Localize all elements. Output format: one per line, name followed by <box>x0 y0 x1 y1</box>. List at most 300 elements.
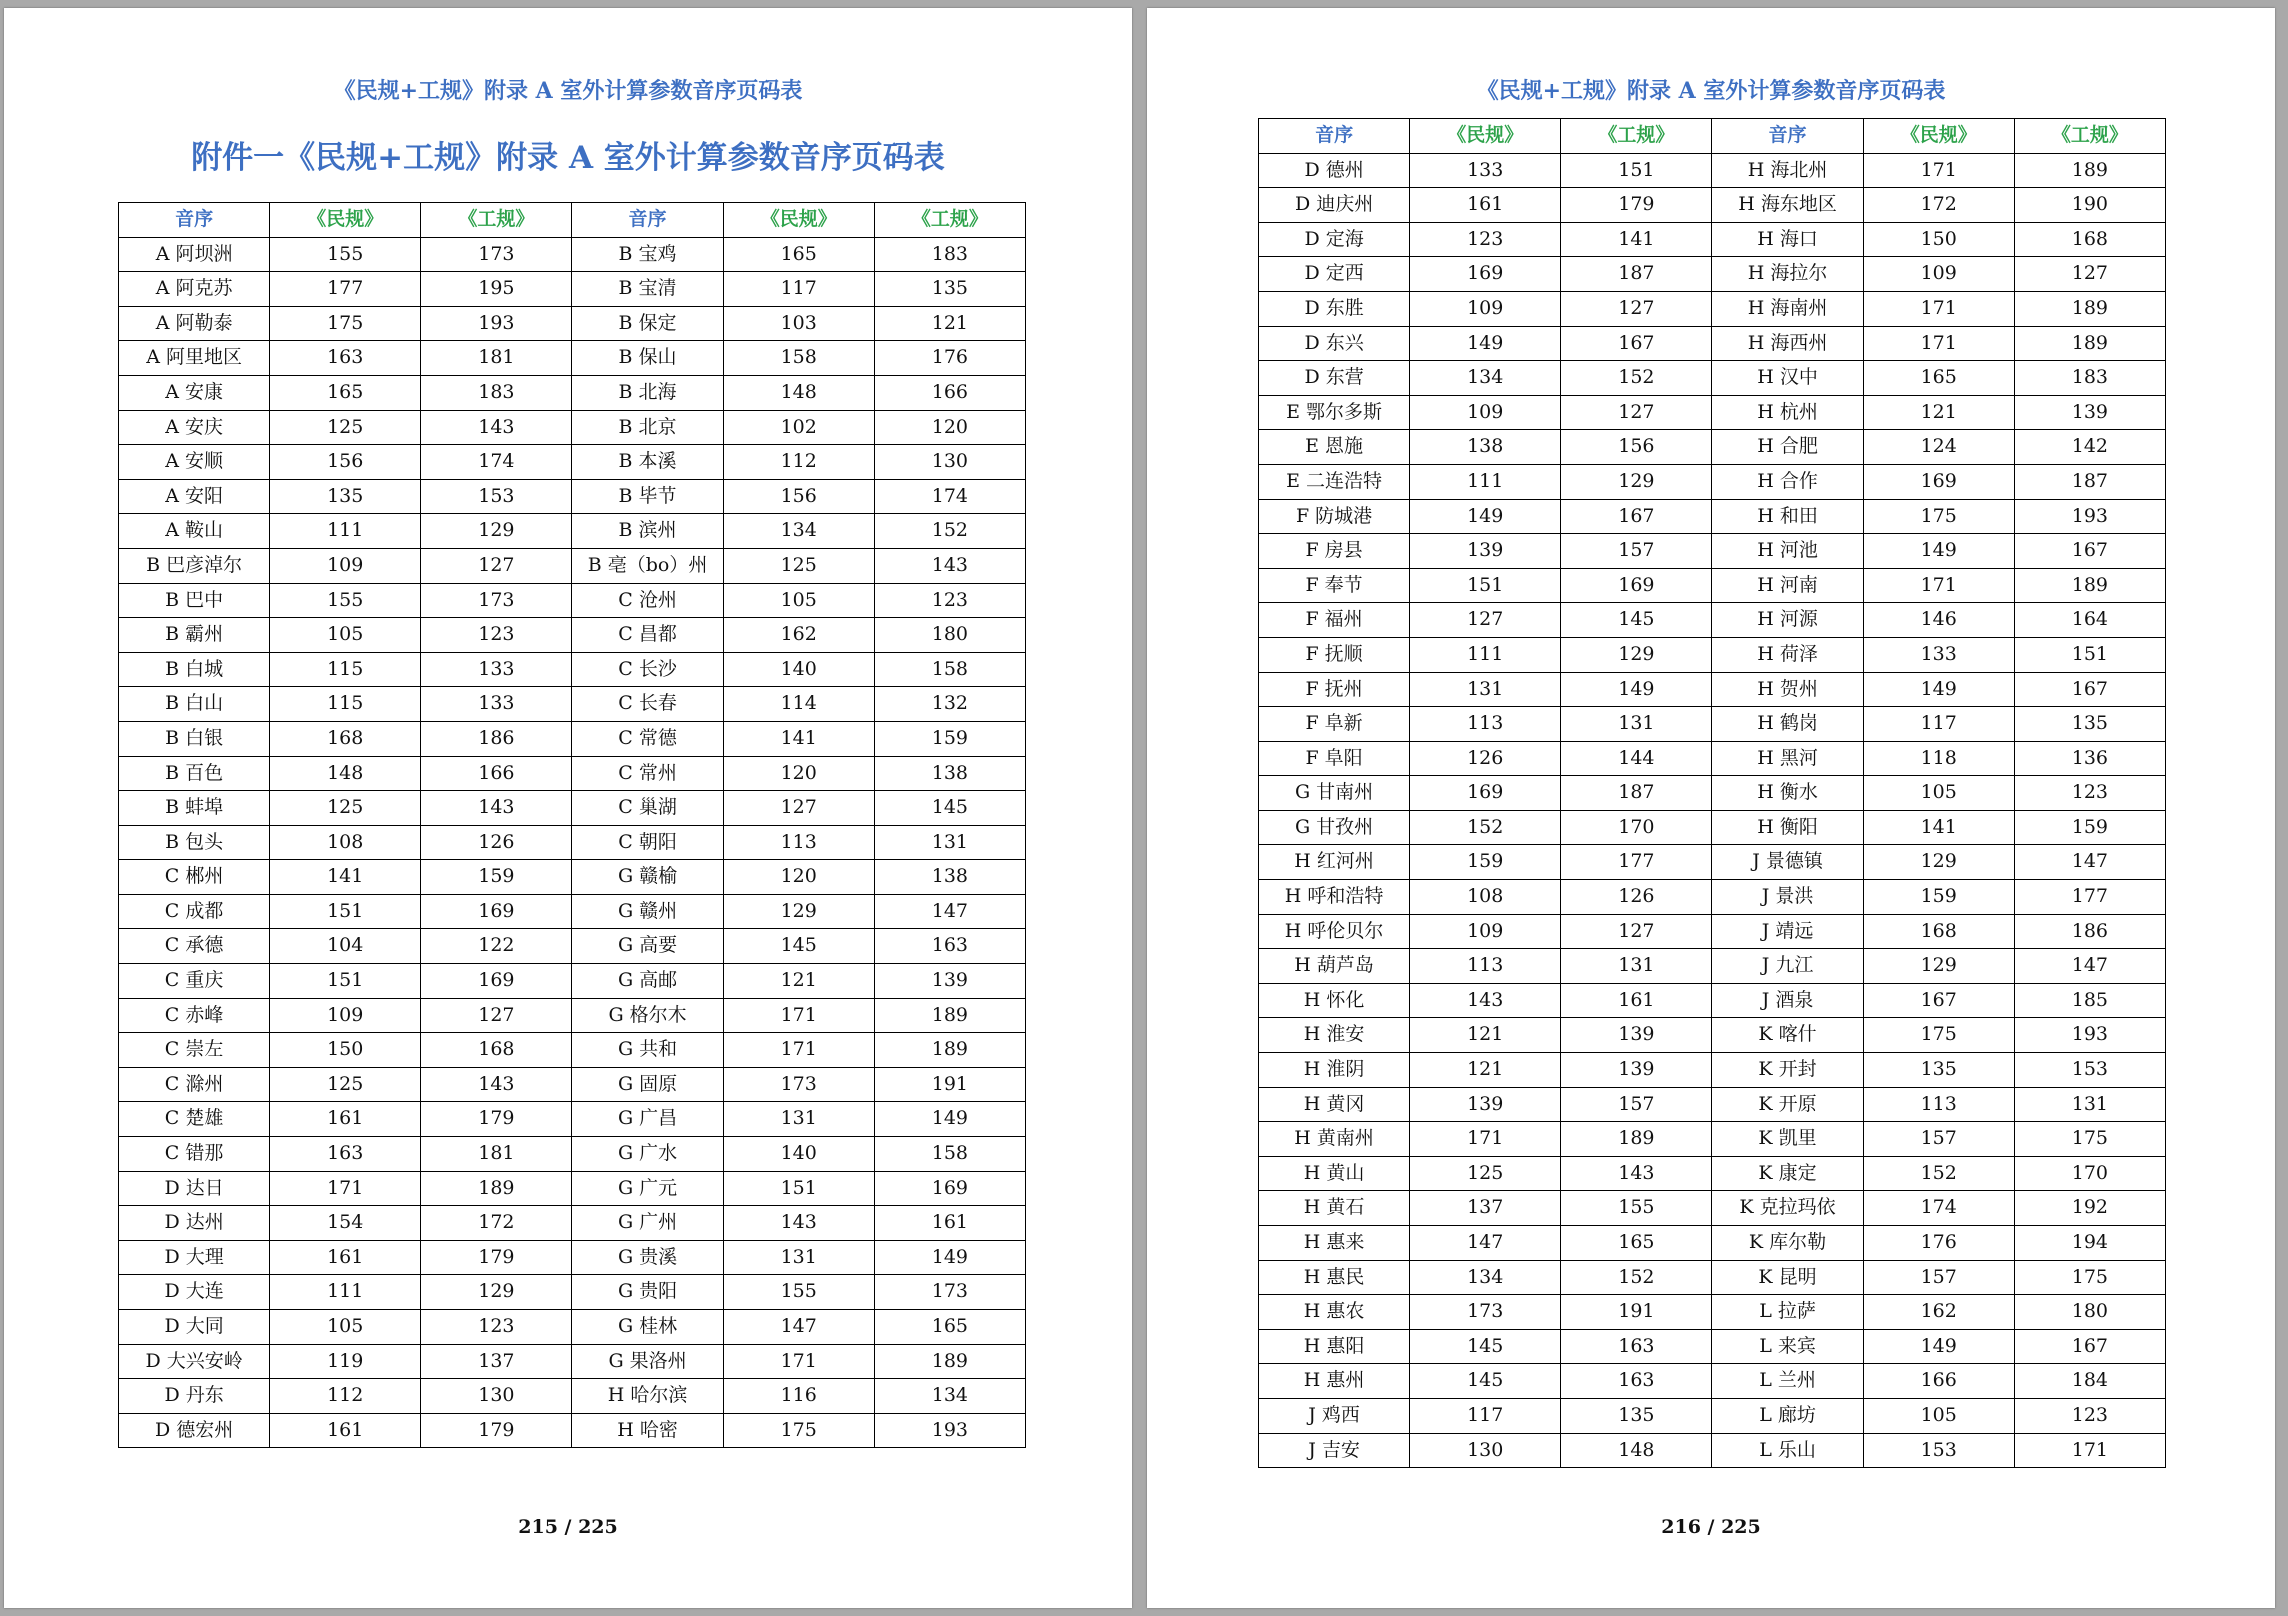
cell-gonggui-page: 165 <box>1561 1226 1712 1261</box>
cell-city: H 葫芦岛 <box>1259 949 1410 984</box>
cell-minggui-page: 155 <box>723 1275 874 1310</box>
cell-minggui-page: 139 <box>1410 1087 1561 1122</box>
table-row <box>119 479 1026 514</box>
cell-gonggui-page: 180 <box>2014 1295 2165 1330</box>
cell-gonggui-page: 175 <box>2014 1122 2165 1157</box>
cell-city: A 安阳 <box>119 479 270 514</box>
cell-city: H 衡阳 <box>1712 810 1863 845</box>
table-row <box>119 1067 1026 1102</box>
table-row <box>119 583 1026 618</box>
cell-city: F 抚顺 <box>1259 637 1410 672</box>
table-row <box>1259 568 2166 603</box>
table-row <box>119 341 1026 376</box>
cell-minggui-page: 156 <box>723 479 874 514</box>
table-row <box>119 791 1026 826</box>
cell-gonggui-page: 159 <box>2014 810 2165 845</box>
cell-gonggui-page: 149 <box>874 1102 1025 1137</box>
cell-gonggui-page: 174 <box>421 445 572 480</box>
cell-city: H 怀化 <box>1259 983 1410 1018</box>
cell-gonggui-page: 157 <box>1561 1087 1712 1122</box>
table-row <box>119 894 1026 929</box>
cell-city: B 百色 <box>119 756 270 791</box>
cell-minggui-page: 119 <box>270 1344 421 1379</box>
cell-gonggui-page: 187 <box>1561 257 1712 292</box>
cell-city: B 宝清 <box>572 272 723 307</box>
cell-minggui-page: 165 <box>1863 361 2014 396</box>
table-row <box>1259 1398 2166 1433</box>
cell-gonggui-page: 131 <box>2014 1087 2165 1122</box>
cell-city: H 呼和浩特 <box>1259 880 1410 915</box>
cell-minggui-page: 133 <box>1410 153 1561 188</box>
cell-minggui-page: 121 <box>1410 1053 1561 1088</box>
cell-minggui-page: 129 <box>1863 845 2014 880</box>
cell-gonggui-page: 127 <box>421 548 572 583</box>
table-row <box>119 756 1026 791</box>
cell-gonggui-page: 189 <box>2014 291 2165 326</box>
index-table-left <box>118 202 1026 1448</box>
table-row <box>1259 1226 2166 1261</box>
cell-gonggui-page: 193 <box>2014 1018 2165 1053</box>
document-page-215 <box>4 8 1132 1608</box>
cell-minggui-page: 112 <box>270 1379 421 1414</box>
cell-gonggui-page: 132 <box>874 687 1025 722</box>
cell-minggui-page: 109 <box>1410 914 1561 949</box>
cell-city: C 重庆 <box>119 964 270 999</box>
cell-minggui-page: 176 <box>1863 1226 2014 1261</box>
cell-city: K 昆明 <box>1712 1260 1863 1295</box>
col-header-gonggui: 《工规》 <box>1561 119 1712 154</box>
cell-gonggui-page: 143 <box>421 791 572 826</box>
cell-city: F 房县 <box>1259 534 1410 569</box>
table-row <box>1259 1329 2166 1364</box>
table-row <box>1259 603 2166 638</box>
cell-gonggui-page: 137 <box>421 1344 572 1379</box>
table-row <box>1259 153 2166 188</box>
cell-city: K 库尔勒 <box>1712 1226 1863 1261</box>
cell-gonggui-page: 157 <box>1561 534 1712 569</box>
cell-minggui-page: 103 <box>723 306 874 341</box>
cell-city: E 鄂尔多斯 <box>1259 395 1410 430</box>
table-row <box>1259 1053 2166 1088</box>
cell-gonggui-page: 189 <box>421 1171 572 1206</box>
cell-gonggui-page: 131 <box>1561 707 1712 742</box>
cell-minggui-page: 141 <box>1863 810 2014 845</box>
cell-minggui-page: 155 <box>270 583 421 618</box>
cell-city: B 保定 <box>572 306 723 341</box>
cell-gonggui-page: 152 <box>1561 361 1712 396</box>
cell-city: K 喀什 <box>1712 1018 1863 1053</box>
cell-minggui-page: 108 <box>1410 880 1561 915</box>
cell-city: J 酒泉 <box>1712 983 1863 1018</box>
cell-gonggui-page: 135 <box>1561 1398 1712 1433</box>
cell-minggui-page: 173 <box>723 1067 874 1102</box>
cell-city: E 恩施 <box>1259 430 1410 465</box>
cell-city: H 和田 <box>1712 499 1863 534</box>
cell-gonggui-page: 152 <box>874 514 1025 549</box>
cell-gonggui-page: 193 <box>421 306 572 341</box>
cell-minggui-page: 105 <box>1863 776 2014 811</box>
cell-minggui-page: 140 <box>723 652 874 687</box>
cell-minggui-page: 133 <box>1863 637 2014 672</box>
cell-minggui-page: 175 <box>723 1413 874 1448</box>
cell-minggui-page: 162 <box>723 618 874 653</box>
table-row <box>1259 983 2166 1018</box>
cell-gonggui-page: 187 <box>1561 776 1712 811</box>
cell-minggui-page: 171 <box>723 1344 874 1379</box>
cell-city: B 霸州 <box>119 618 270 653</box>
table-row <box>119 237 1026 272</box>
cell-gonggui-page: 123 <box>874 583 1025 618</box>
table-row <box>119 410 1026 445</box>
cell-minggui-page: 134 <box>1410 361 1561 396</box>
cell-gonggui-page: 167 <box>2014 672 2165 707</box>
col-header-index: 音序 <box>1259 119 1410 154</box>
cell-gonggui-page: 183 <box>421 375 572 410</box>
cell-city: H 合作 <box>1712 464 1863 499</box>
cell-minggui-page: 112 <box>723 445 874 480</box>
cell-gonggui-page: 151 <box>2014 637 2165 672</box>
cell-city: C 赤峰 <box>119 998 270 1033</box>
table-row <box>1259 395 2166 430</box>
cell-minggui-page: 165 <box>270 375 421 410</box>
cell-city: B 毕节 <box>572 479 723 514</box>
cell-minggui-page: 127 <box>723 791 874 826</box>
cell-city: G 广州 <box>572 1206 723 1241</box>
cell-minggui-page: 102 <box>723 410 874 445</box>
table-row <box>1259 845 2166 880</box>
cell-city: D 大兴安岭 <box>119 1344 270 1379</box>
table-row <box>1259 326 2166 361</box>
cell-city: D 德宏州 <box>119 1413 270 1448</box>
cell-city: C 滁州 <box>119 1067 270 1102</box>
cell-gonggui-page: 166 <box>421 756 572 791</box>
cell-gonggui-page: 123 <box>2014 1398 2165 1433</box>
cell-minggui-page: 139 <box>1410 534 1561 569</box>
cell-city: H 惠州 <box>1259 1364 1410 1399</box>
cell-gonggui-page: 189 <box>2014 568 2165 603</box>
cell-gonggui-page: 176 <box>874 341 1025 376</box>
cell-gonggui-page: 177 <box>2014 880 2165 915</box>
cell-minggui-page: 145 <box>1410 1329 1561 1364</box>
cell-minggui-page: 111 <box>1410 637 1561 672</box>
cell-gonggui-page: 190 <box>2014 188 2165 223</box>
cell-city: C 长春 <box>572 687 723 722</box>
cell-gonggui-page: 138 <box>874 756 1025 791</box>
cell-city: B 白山 <box>119 687 270 722</box>
cell-city: C 崇左 <box>119 1033 270 1068</box>
cell-city: H 鹤岗 <box>1712 707 1863 742</box>
cell-city: B 蚌埠 <box>119 791 270 826</box>
cell-gonggui-page: 163 <box>1561 1329 1712 1364</box>
cell-city: C 巢湖 <box>572 791 723 826</box>
cell-city: G 甘南州 <box>1259 776 1410 811</box>
cell-city: H 惠来 <box>1259 1226 1410 1261</box>
cell-minggui-page: 168 <box>1863 914 2014 949</box>
table-row <box>1259 1295 2166 1330</box>
cell-minggui-page: 115 <box>270 687 421 722</box>
cell-gonggui-page: 147 <box>2014 845 2165 880</box>
cell-gonggui-page: 143 <box>874 548 1025 583</box>
cell-city: H 黄南州 <box>1259 1122 1410 1157</box>
cell-city: F 抚州 <box>1259 672 1410 707</box>
cell-city: F 阜新 <box>1259 707 1410 742</box>
cell-minggui-page: 171 <box>1863 291 2014 326</box>
cell-minggui-page: 169 <box>1863 464 2014 499</box>
cell-minggui-page: 137 <box>1410 1191 1561 1226</box>
cell-gonggui-page: 152 <box>1561 1260 1712 1295</box>
cell-city: J 靖远 <box>1712 914 1863 949</box>
cell-minggui-page: 120 <box>723 756 874 791</box>
cell-city: A 安康 <box>119 375 270 410</box>
cell-city: H 哈尔滨 <box>572 1379 723 1414</box>
col-header-index: 音序 <box>1712 119 1863 154</box>
cell-gonggui-page: 142 <box>2014 430 2165 465</box>
cell-gonggui-page: 168 <box>421 1033 572 1068</box>
cell-city: C 长沙 <box>572 652 723 687</box>
cell-gonggui-page: 189 <box>2014 153 2165 188</box>
cell-gonggui-page: 169 <box>1561 568 1712 603</box>
cell-gonggui-page: 170 <box>2014 1156 2165 1191</box>
cell-minggui-page: 145 <box>1410 1364 1561 1399</box>
cell-minggui-page: 109 <box>270 998 421 1033</box>
cell-gonggui-page: 143 <box>1561 1156 1712 1191</box>
cell-city: D 大连 <box>119 1275 270 1310</box>
cell-city: H 荷泽 <box>1712 637 1863 672</box>
table-row <box>119 1137 1026 1172</box>
table-row <box>119 375 1026 410</box>
cell-minggui-page: 163 <box>270 341 421 376</box>
cell-gonggui-page: 149 <box>874 1240 1025 1275</box>
cell-gonggui-page: 127 <box>2014 257 2165 292</box>
cell-minggui-page: 167 <box>1863 983 2014 1018</box>
col-header-gonggui: 《工规》 <box>874 203 1025 238</box>
cell-city: G 共和 <box>572 1033 723 1068</box>
cell-city: G 格尔木 <box>572 998 723 1033</box>
cell-minggui-page: 121 <box>1863 395 2014 430</box>
cell-minggui-page: 121 <box>1410 1018 1561 1053</box>
cell-gonggui-page: 185 <box>2014 983 2165 1018</box>
cell-gonggui-page: 173 <box>421 583 572 618</box>
cell-minggui-page: 151 <box>723 1171 874 1206</box>
cell-gonggui-page: 139 <box>2014 395 2165 430</box>
cell-minggui-page: 171 <box>1863 568 2014 603</box>
cell-gonggui-page: 189 <box>874 998 1025 1033</box>
cell-city: D 大同 <box>119 1310 270 1345</box>
table-row <box>119 1206 1026 1241</box>
cell-city: F 阜阳 <box>1259 741 1410 776</box>
table-header-row <box>119 203 1026 238</box>
cell-gonggui-page: 143 <box>421 1067 572 1102</box>
table-row <box>1259 464 2166 499</box>
cell-city: D 东兴 <box>1259 326 1410 361</box>
cell-city: B 亳（bo）州 <box>572 548 723 583</box>
cell-city: H 呼伦贝尔 <box>1259 914 1410 949</box>
table-row <box>1259 1433 2166 1468</box>
cell-minggui-page: 162 <box>1863 1295 2014 1330</box>
cell-city: H 黑河 <box>1712 741 1863 776</box>
page-header-title: 《民规+工规》附录 A 室外计算参数音序页码表 <box>333 78 803 104</box>
table-row <box>1259 188 2166 223</box>
cell-minggui-page: 149 <box>1863 1329 2014 1364</box>
cell-gonggui-page: 179 <box>421 1102 572 1137</box>
cell-gonggui-page: 191 <box>874 1067 1025 1102</box>
table-row <box>119 1275 1026 1310</box>
cell-gonggui-page: 173 <box>874 1275 1025 1310</box>
cell-minggui-page: 151 <box>270 894 421 929</box>
cell-minggui-page: 171 <box>270 1171 421 1206</box>
cell-gonggui-page: 164 <box>2014 603 2165 638</box>
cell-gonggui-page: 184 <box>2014 1364 2165 1399</box>
table-row <box>1259 291 2166 326</box>
cell-minggui-page: 166 <box>1863 1364 2014 1399</box>
cell-minggui-page: 157 <box>1863 1122 2014 1157</box>
cell-minggui-page: 105 <box>1863 1398 2014 1433</box>
page-number: 215 / 225 <box>518 1516 618 1538</box>
col-header-minggui: 《民规》 <box>723 203 874 238</box>
col-header-minggui: 《民规》 <box>270 203 421 238</box>
cell-minggui-page: 152 <box>1410 810 1561 845</box>
cell-minggui-page: 138 <box>1410 430 1561 465</box>
cell-gonggui-page: 170 <box>1561 810 1712 845</box>
table-row <box>1259 222 2166 257</box>
cell-minggui-page: 111 <box>1410 464 1561 499</box>
cell-minggui-page: 108 <box>270 825 421 860</box>
col-header-index: 音序 <box>572 203 723 238</box>
cell-city: L 拉萨 <box>1712 1295 1863 1330</box>
table-row <box>119 514 1026 549</box>
cell-minggui-page: 125 <box>270 791 421 826</box>
cell-city: K 开原 <box>1712 1087 1863 1122</box>
cell-minggui-page: 105 <box>723 583 874 618</box>
cell-city: C 郴州 <box>119 860 270 895</box>
cell-gonggui-page: 175 <box>2014 1260 2165 1295</box>
cell-minggui-page: 123 <box>1410 222 1561 257</box>
cell-city: H 惠阳 <box>1259 1329 1410 1364</box>
cell-minggui-page: 153 <box>1863 1433 2014 1468</box>
cell-gonggui-page: 139 <box>874 964 1025 999</box>
page-number: 216 / 225 <box>1661 1516 1761 1538</box>
cell-minggui-page: 134 <box>1410 1260 1561 1295</box>
cell-city: A 安庆 <box>119 410 270 445</box>
cell-gonggui-page: 149 <box>1561 672 1712 707</box>
cell-minggui-page: 157 <box>1863 1260 2014 1295</box>
cell-gonggui-page: 127 <box>421 998 572 1033</box>
cell-city: G 赣州 <box>572 894 723 929</box>
cell-gonggui-page: 139 <box>1561 1053 1712 1088</box>
cell-gonggui-page: 148 <box>1561 1433 1712 1468</box>
cell-gonggui-page: 139 <box>1561 1018 1712 1053</box>
cell-city: D 达日 <box>119 1171 270 1206</box>
cell-city: H 淮安 <box>1259 1018 1410 1053</box>
cell-city: H 河池 <box>1712 534 1863 569</box>
cell-city: H 贺州 <box>1712 672 1863 707</box>
cell-minggui-page: 109 <box>1410 291 1561 326</box>
cell-minggui-page: 175 <box>1863 499 2014 534</box>
cell-minggui-page: 135 <box>270 479 421 514</box>
table-row <box>119 860 1026 895</box>
cell-gonggui-page: 159 <box>874 721 1025 756</box>
cell-minggui-page: 125 <box>270 410 421 445</box>
cell-minggui-page: 117 <box>1863 707 2014 742</box>
cell-city: D 丹东 <box>119 1379 270 1414</box>
cell-minggui-page: 130 <box>1410 1433 1561 1468</box>
cell-city: L 兰州 <box>1712 1364 1863 1399</box>
table-row <box>1259 914 2166 949</box>
cell-gonggui-page: 158 <box>874 652 1025 687</box>
cell-gonggui-page: 194 <box>2014 1226 2165 1261</box>
table-row <box>119 1171 1026 1206</box>
cell-gonggui-page: 147 <box>874 894 1025 929</box>
cell-city: D 东胜 <box>1259 291 1410 326</box>
cell-minggui-page: 117 <box>723 272 874 307</box>
table-row <box>119 652 1026 687</box>
cell-minggui-page: 161 <box>270 1240 421 1275</box>
cell-minggui-page: 147 <box>723 1310 874 1345</box>
cell-gonggui-page: 126 <box>421 825 572 860</box>
cell-city: A 阿勒泰 <box>119 306 270 341</box>
cell-minggui-page: 104 <box>270 929 421 964</box>
cell-city: H 合肥 <box>1712 430 1863 465</box>
cell-minggui-page: 165 <box>723 237 874 272</box>
cell-minggui-page: 150 <box>1863 222 2014 257</box>
cell-minggui-page: 116 <box>723 1379 874 1414</box>
cell-minggui-page: 163 <box>270 1137 421 1172</box>
cell-minggui-page: 134 <box>723 514 874 549</box>
cell-gonggui-page: 141 <box>1561 222 1712 257</box>
cell-city: A 阿里地区 <box>119 341 270 376</box>
col-header-minggui: 《民规》 <box>1410 119 1561 154</box>
cell-gonggui-page: 131 <box>874 825 1025 860</box>
cell-gonggui-page: 192 <box>2014 1191 2165 1226</box>
cell-minggui-page: 172 <box>1863 188 2014 223</box>
cell-city: B 巴彦淖尔 <box>119 548 270 583</box>
table-row <box>1259 1018 2166 1053</box>
cell-gonggui-page: 153 <box>2014 1053 2165 1088</box>
cell-minggui-page: 141 <box>270 860 421 895</box>
cell-city: B 本溪 <box>572 445 723 480</box>
table-row <box>119 721 1026 756</box>
cell-minggui-page: 155 <box>270 237 421 272</box>
cell-gonggui-page: 130 <box>421 1379 572 1414</box>
document-main-title: 附件一《民规+工规》附录 A 室外计算参数音序页码表 <box>191 140 945 176</box>
table-row <box>119 1033 1026 1068</box>
cell-city: J 景德镇 <box>1712 845 1863 880</box>
cell-city: E 二连浩特 <box>1259 464 1410 499</box>
cell-gonggui-page: 171 <box>2014 1433 2165 1468</box>
cell-gonggui-page: 181 <box>421 1137 572 1172</box>
cell-gonggui-page: 135 <box>2014 707 2165 742</box>
table-row <box>119 998 1026 1033</box>
cell-city: D 东营 <box>1259 361 1410 396</box>
cell-minggui-page: 149 <box>1863 534 2014 569</box>
cell-minggui-page: 150 <box>270 1033 421 1068</box>
table-row <box>1259 257 2166 292</box>
cell-city: G 广元 <box>572 1171 723 1206</box>
cell-city: H 海西州 <box>1712 326 1863 361</box>
cell-gonggui-page: 166 <box>874 375 1025 410</box>
cell-minggui-page: 126 <box>1410 741 1561 776</box>
col-header-minggui: 《民规》 <box>1863 119 2014 154</box>
cell-city: G 贵阳 <box>572 1275 723 1310</box>
cell-minggui-page: 114 <box>723 687 874 722</box>
cell-gonggui-page: 180 <box>874 618 1025 653</box>
table-row <box>119 1240 1026 1275</box>
cell-city: C 朝阳 <box>572 825 723 860</box>
table-header-row <box>1259 119 2166 154</box>
cell-minggui-page: 124 <box>1863 430 2014 465</box>
cell-city: G 赣榆 <box>572 860 723 895</box>
cell-minggui-page: 169 <box>1410 776 1561 811</box>
